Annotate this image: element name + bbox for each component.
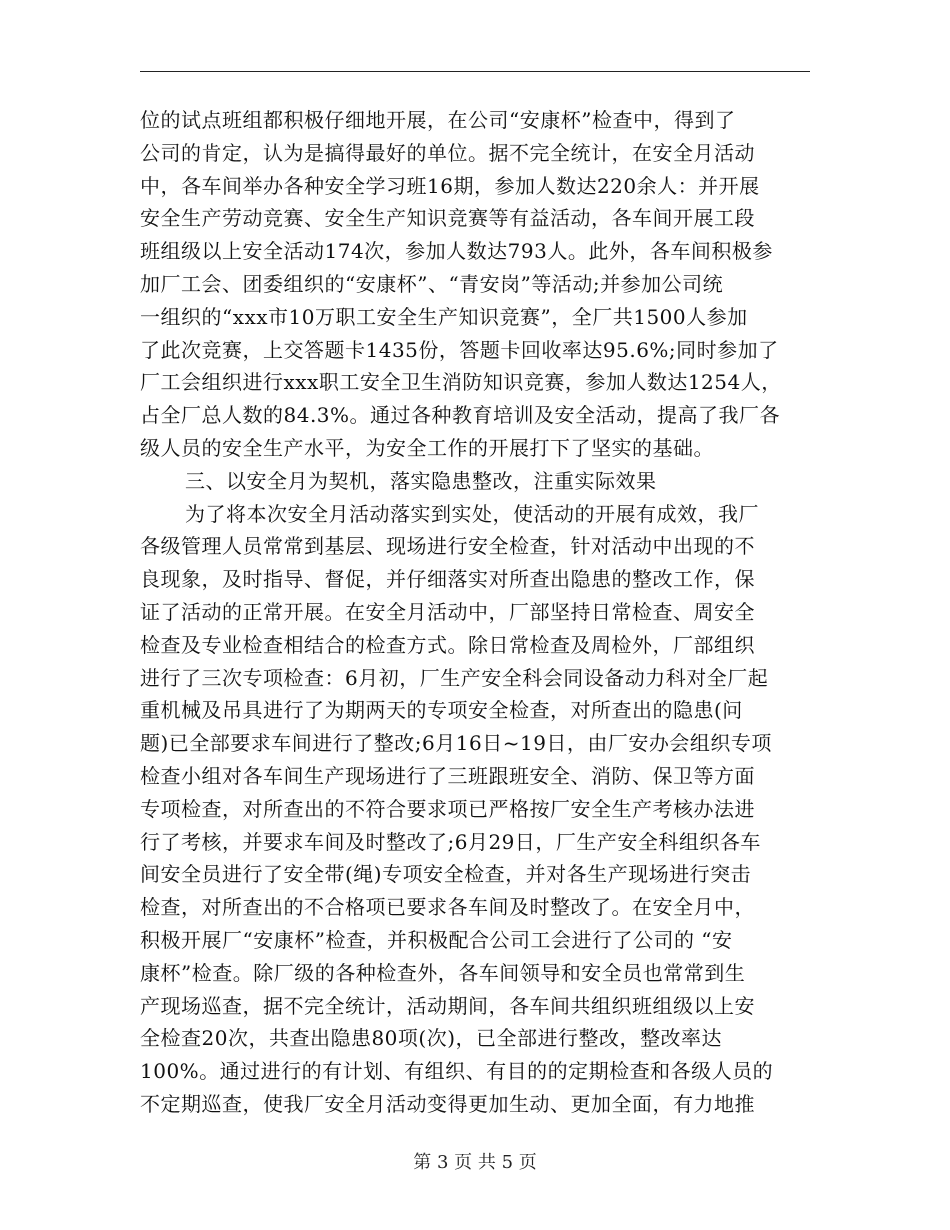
text-line: 各级管理人员常常到基层、现场进行安全检查，针对活动中出现的不 [140, 534, 755, 559]
page-number-footer: 第 3 页 共 5 页 [413, 1152, 537, 1173]
text-line: 证了活动的正常开展。在安全月活动中，厂部坚持日常检查、周安全 [140, 599, 755, 624]
text-line: 专项检查，对所查出的不符合要求项已严格按厂安全生产考核办法进 [140, 796, 755, 821]
text-line: 公司的肯定，认为是搞得最好的单位。据不完全统计，在安全月活动 [140, 140, 755, 165]
text-line: 安全生产劳动竞赛、安全生产知识竞赛等有益活动，各车间开展工段 [140, 206, 755, 231]
header-rule [140, 71, 810, 72]
section-heading: 三、以安全月为契机，落实隐患整改，注重实际效果 [185, 468, 657, 493]
text-line: 全检查20次，共查出隐患80项(次)，已全部进行整改，整改率达 [140, 1026, 723, 1051]
text-line: 位的试点班组都积极仔细地开展，在公司“安康杯”检查中，得到了 [140, 108, 736, 132]
text-line: 了此次竞赛，上交答题卡1435份，答题卡回收率达95.6%;同时参加了 [140, 337, 779, 362]
text-line: 检查及专业检查相结合的检查方式。除日常检查及周检外，厂部组织 [140, 632, 755, 657]
text-line: 占全厂总人数的84.3%。通过各种教育培训及安全活动，提高了我厂各 [140, 403, 781, 428]
text-line: 级人员的安全生产水平，为安全工作的开展打下了坚实的基础。 [140, 435, 714, 460]
text-line: 一组织的“xxx市10万职工安全生产知识竞赛”，全厂共1500人参加 [140, 304, 748, 329]
text-line: 中，各车间举办各种安全学习班16期，参加人数达220余人：并开展 [140, 173, 760, 198]
text-line: 班组级以上安全活动174次，参加人数达793人。此外，各车间积极参 [140, 239, 773, 264]
text-line: 间安全员进行了安全带(绳)专项安全检查，并对各生产现场进行突击 [140, 862, 752, 887]
text-line: 重机械及吊具进行了为期两天的专项安全检查，对所查出的隐患(问 [140, 698, 743, 723]
text-line: 良现象，及时指导、督促，并仔细落实对所查出隐患的整改工作，保 [140, 567, 755, 592]
text-line: 产现场巡查，据不完全统计，活动期间，各车间共组织班组级以上安 [140, 993, 755, 1018]
text-line: 加厂工会、团委组织的“安康杯”、“青安岗”等活动;并参加公司统 [140, 271, 724, 296]
text-line: 积极开展厂“安康杯”检查，并积极配合公司工会进行了公司的 “安 [140, 927, 733, 952]
text-line: 题)已全部要求车间进行了整改;6月16日~19日，由厂安办会组织专项 [140, 731, 772, 756]
text-line: 行了考核，并要求车间及时整改了;6月29日，厂生产安全科组织各车 [140, 829, 761, 854]
text-line: 康杯”检查。除厂级的各种检查外，各车间领导和安全员也常常到生 [140, 960, 746, 985]
text-line: 进行了三次专项检查：6月初，厂生产安全科会同设备动力科对全厂起 [140, 665, 769, 690]
text-line: 为了将本次安全月活动落实到实处，使活动的开展有成效，我厂 [185, 501, 759, 526]
document-body [140, 104, 820, 1121]
text-line: 检查小组对各车间生产现场进行了三班跟班安全、消防、保卫等方面 [140, 763, 755, 788]
text-line: 厂工会组织进行xxx职工安全卫生消防知识竞赛，参加人数达1254人， [140, 370, 782, 395]
text-line: 100%。通过进行的有计划、有组织、有目的的定期检查和各级人员的 [140, 1059, 774, 1084]
text-line: 检查，对所查出的不合格项已要求各车间及时整改了。在安全月中， [140, 895, 755, 920]
text-line: 不定期巡查，使我厂安全月活动变得更加生动、更加全面，有力地推 [140, 1091, 755, 1116]
